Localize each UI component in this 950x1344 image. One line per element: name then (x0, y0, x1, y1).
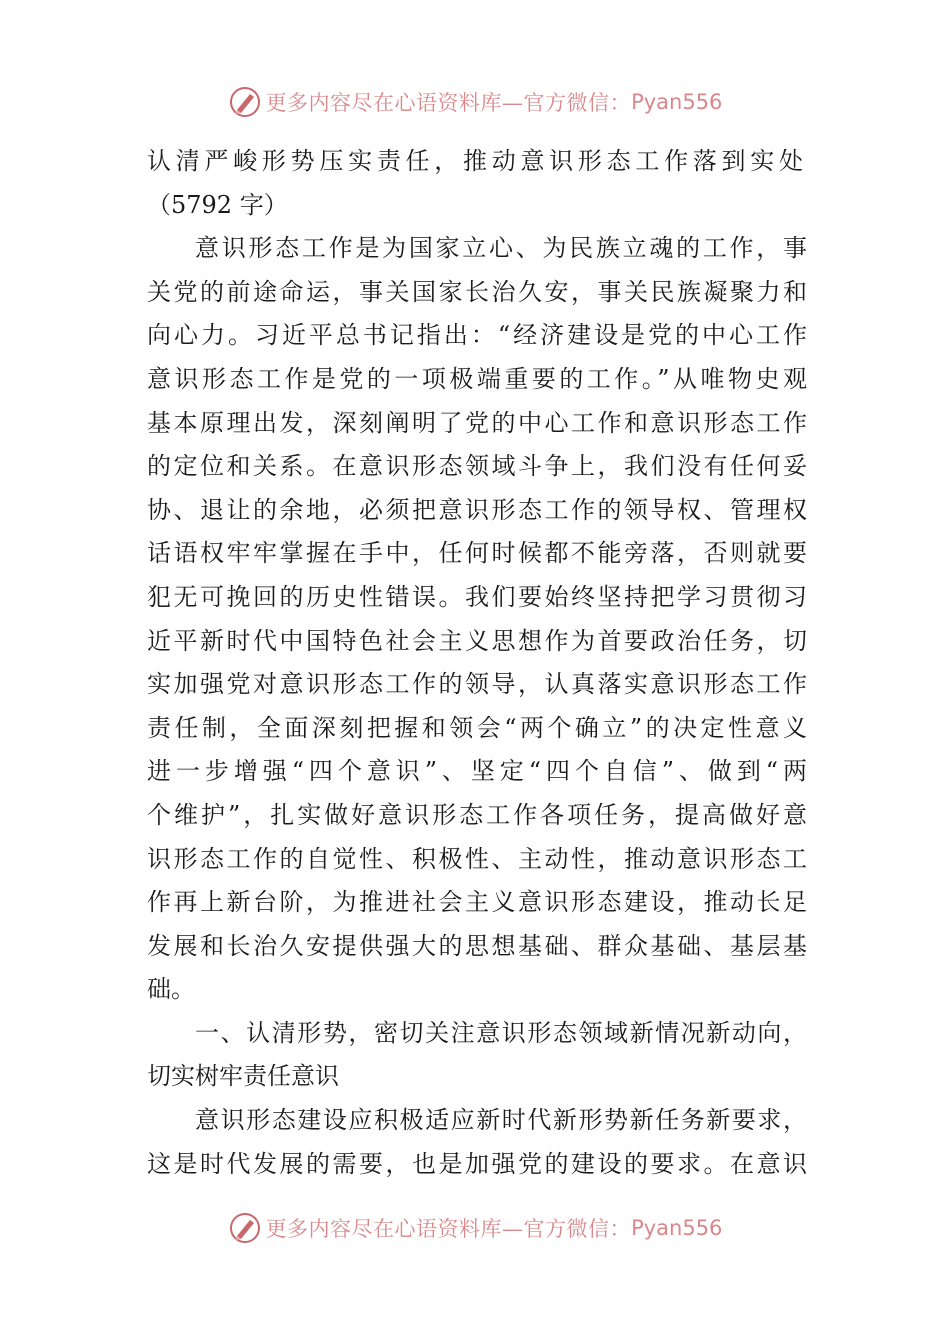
text-line: 犯无可挽回的历史性错误。我们要始终坚持把学习贯彻习 (147, 582, 807, 611)
pen-logo-icon (228, 85, 262, 119)
text-line: 协、退让的余地，必须把意识形态工作的领导权、管理权 (147, 495, 807, 524)
text-line: 意识形态工作是党的一项极端重要的工作。”从唯物史观 (147, 364, 807, 393)
text-line: 进一步增强“四个意识”、坚定“四个自信”、做到“两 (147, 757, 807, 786)
pen-logo-icon (228, 1211, 262, 1245)
text-line: 意识形态工作是为国家立心、为民族立魂的工作，事 (195, 234, 807, 263)
text-line: 近平新时代中国特色社会主义思想作为首要政治任务，切 (147, 626, 807, 655)
section-heading-1 (147, 1012, 807, 1099)
watermark-banner-bottom (0, 1208, 950, 1248)
text-line: 责任制，全面深刻把握和领会“两个确立”的决定性意义 (147, 713, 807, 742)
text-line: 作再上新台阶，为推进社会主义意识形态建设，推动长足 (147, 888, 807, 917)
heading-line: 切实树牢责任意识 (147, 1062, 339, 1091)
paragraph-2 (147, 1099, 807, 1186)
text-line: 基本原理出发，深刻阐明了党的中心工作和意识形态工作 (147, 408, 807, 437)
text-line: 个维护”，扎实做好意识形态工作各项任务，提高做好意 (147, 800, 807, 829)
watermark-banner-top (0, 82, 950, 122)
watermark-id: Pyan556 (631, 90, 723, 114)
text-line: 实加强党对意识形态工作的领导，认真落实意识形态工作 (147, 670, 807, 699)
watermark-text: 更多内容尽在心语资料库—官方微信： (265, 91, 632, 115)
watermark-id: Pyan556 (631, 1216, 723, 1240)
text-line: 意识形态建设应积极适应新时代新形势新任务新要求， (195, 1106, 807, 1135)
text-line: 础。 (147, 975, 195, 1004)
text-line: 发展和长治久安提供强大的思想基础、群众基础、基层基 (147, 931, 807, 960)
document-body (147, 140, 807, 1186)
text-line: 关党的前途命运，事关国家长治久安，事关民族凝聚力和 (147, 277, 807, 306)
text-line: 向心力。习近平总书记指出：“经济建设是党的中心工作 (147, 321, 807, 350)
text-line: 话语权牢牢掌握在手中，任何时候都不能旁落，否则就要 (147, 539, 807, 568)
text-line: 识形态工作的自觉性、积极性、主动性，推动意识形态工 (147, 844, 807, 873)
document-word-count: （5792 字） (147, 190, 288, 219)
heading-line: 一、认清形势，密切关注意识形态领域新情况新动向， (195, 1018, 807, 1047)
watermark-text: 更多内容尽在心语资料库—官方微信： (265, 1217, 632, 1241)
document-title: 认清严峻形势压实责任，推动意识形态工作落到实处 (147, 147, 807, 175)
paragraph-1 (147, 227, 807, 1012)
text-line: 这是时代发展的需要，也是加强党的建设的要求。在意识 (147, 1149, 807, 1178)
text-line: 的定位和关系。在意识形态领域斗争上，我们没有任何妥 (147, 452, 807, 481)
